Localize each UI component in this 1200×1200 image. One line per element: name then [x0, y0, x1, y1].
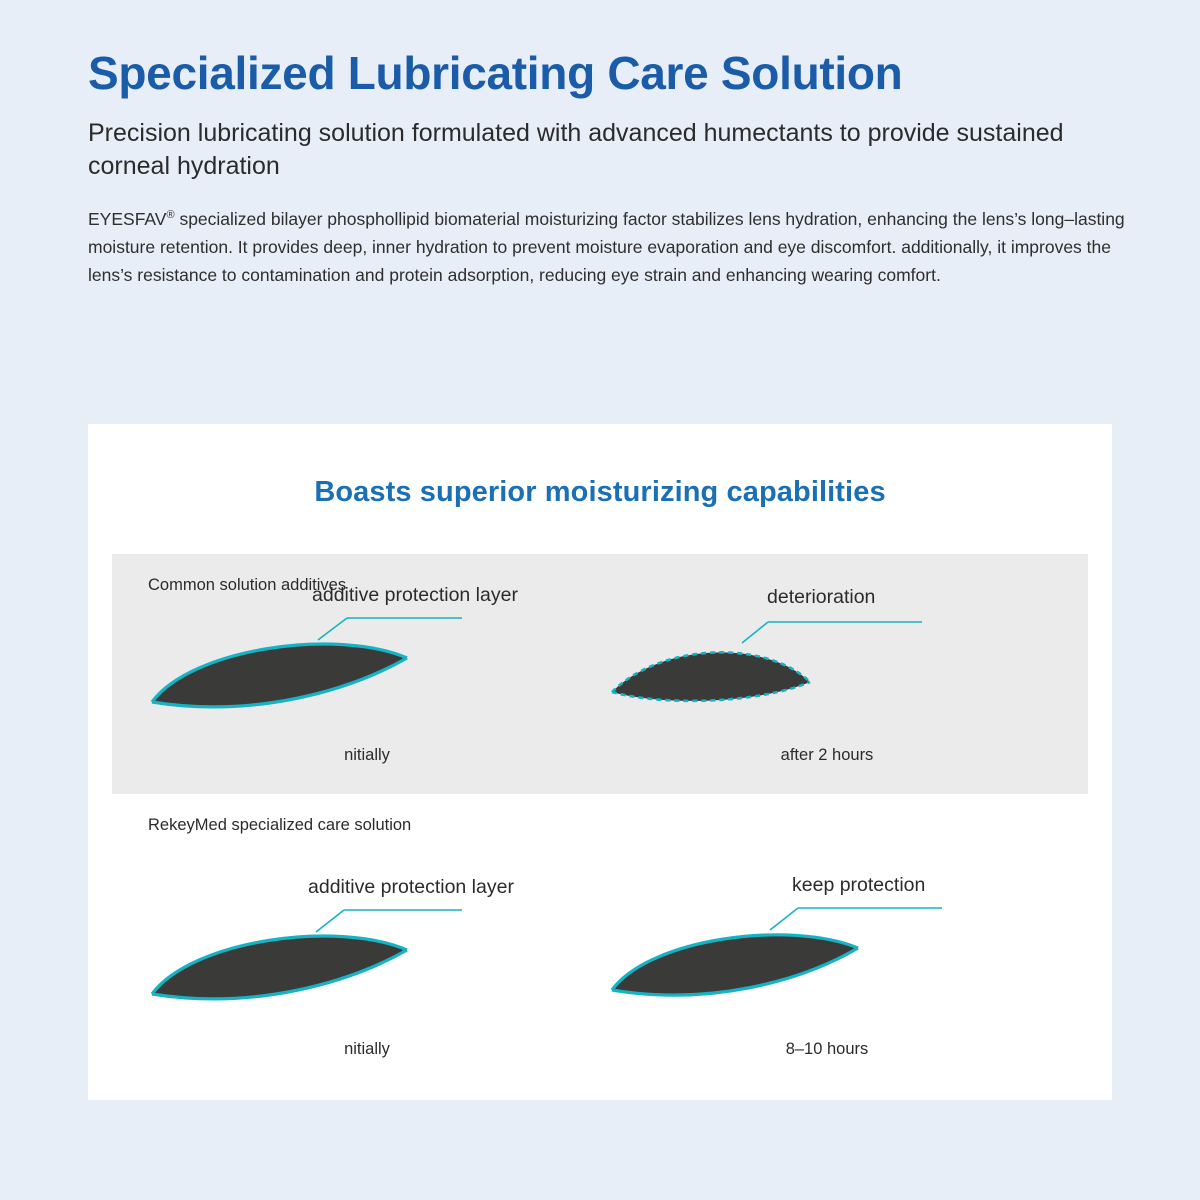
page-subtitle: Precision lubricating solution formulated with advanced humectants to provide sustained corneal hydration — [88, 118, 1064, 180]
callout-leader-line — [770, 908, 798, 930]
caption-initially: nitially — [344, 746, 390, 764]
page-title: Specialized Lubricating Care Solution — [88, 47, 903, 99]
card-title: Boasts superior moisturizing capabilities — [314, 476, 886, 508]
panel-rekeymed-cell-initial — [132, 876, 602, 1084]
lens-svg — [592, 894, 1062, 1044]
lens-svg — [592, 600, 1062, 750]
callout-leader-line — [316, 910, 344, 932]
lens-diagram-rekeymed-after — [592, 894, 1062, 1044]
lens-diagram-rekeymed-initial — [132, 894, 602, 1044]
brand-name: EYESFAV — [88, 208, 167, 229]
callout-keep-protection: keep protection — [792, 874, 926, 896]
lens-svg — [132, 600, 602, 750]
callout-additive-protection-layer: additive protection layer — [312, 584, 518, 606]
panel-common-cell-after — [592, 586, 1062, 790]
lens-svg — [132, 894, 602, 1044]
caption-after-2-hours: after 2 hours — [780, 746, 874, 764]
caption-initially: nitially — [344, 1040, 390, 1058]
header-block — [88, 48, 1148, 290]
body-paragraph — [88, 205, 1128, 290]
lens-body-shape — [612, 652, 810, 701]
callout-deterioration: deterioration — [767, 586, 876, 608]
panel-common-solution — [112, 554, 1088, 794]
lens-diagram-common-initial — [132, 600, 602, 750]
lens-diagram-common-after — [592, 600, 1062, 750]
registered-mark: ® — [166, 208, 175, 221]
callout-leader-line — [318, 618, 347, 640]
callout-additive-protection-layer: additive protection layer — [308, 876, 514, 898]
comparison-card — [88, 424, 1112, 1100]
panel-rekeymed-label: RekeyMed specialized care solution — [148, 816, 412, 834]
body-paragraph-text: specialized bilayer phosphollipid biomaterial moisturizing factor stabilizes lens hydration, enhancing the lens’s long–lasting moisture retention. It provides deep, inner hydration to prevent moisture evaporation and eye discomfort. additionally, it improves the lens’s resistance to contamination and protein adsorption, reducing eye strain and enhancing wearing comfort. — [88, 208, 1125, 286]
panel-rekeymed-cell-after — [592, 874, 1062, 1084]
panel-rekeymed-solution — [112, 794, 1088, 1079]
caption-8-10-hours: 8–10 hours — [785, 1040, 869, 1058]
callout-leader-line — [742, 622, 768, 643]
panel-common-label: Common solution additives — [148, 576, 347, 594]
